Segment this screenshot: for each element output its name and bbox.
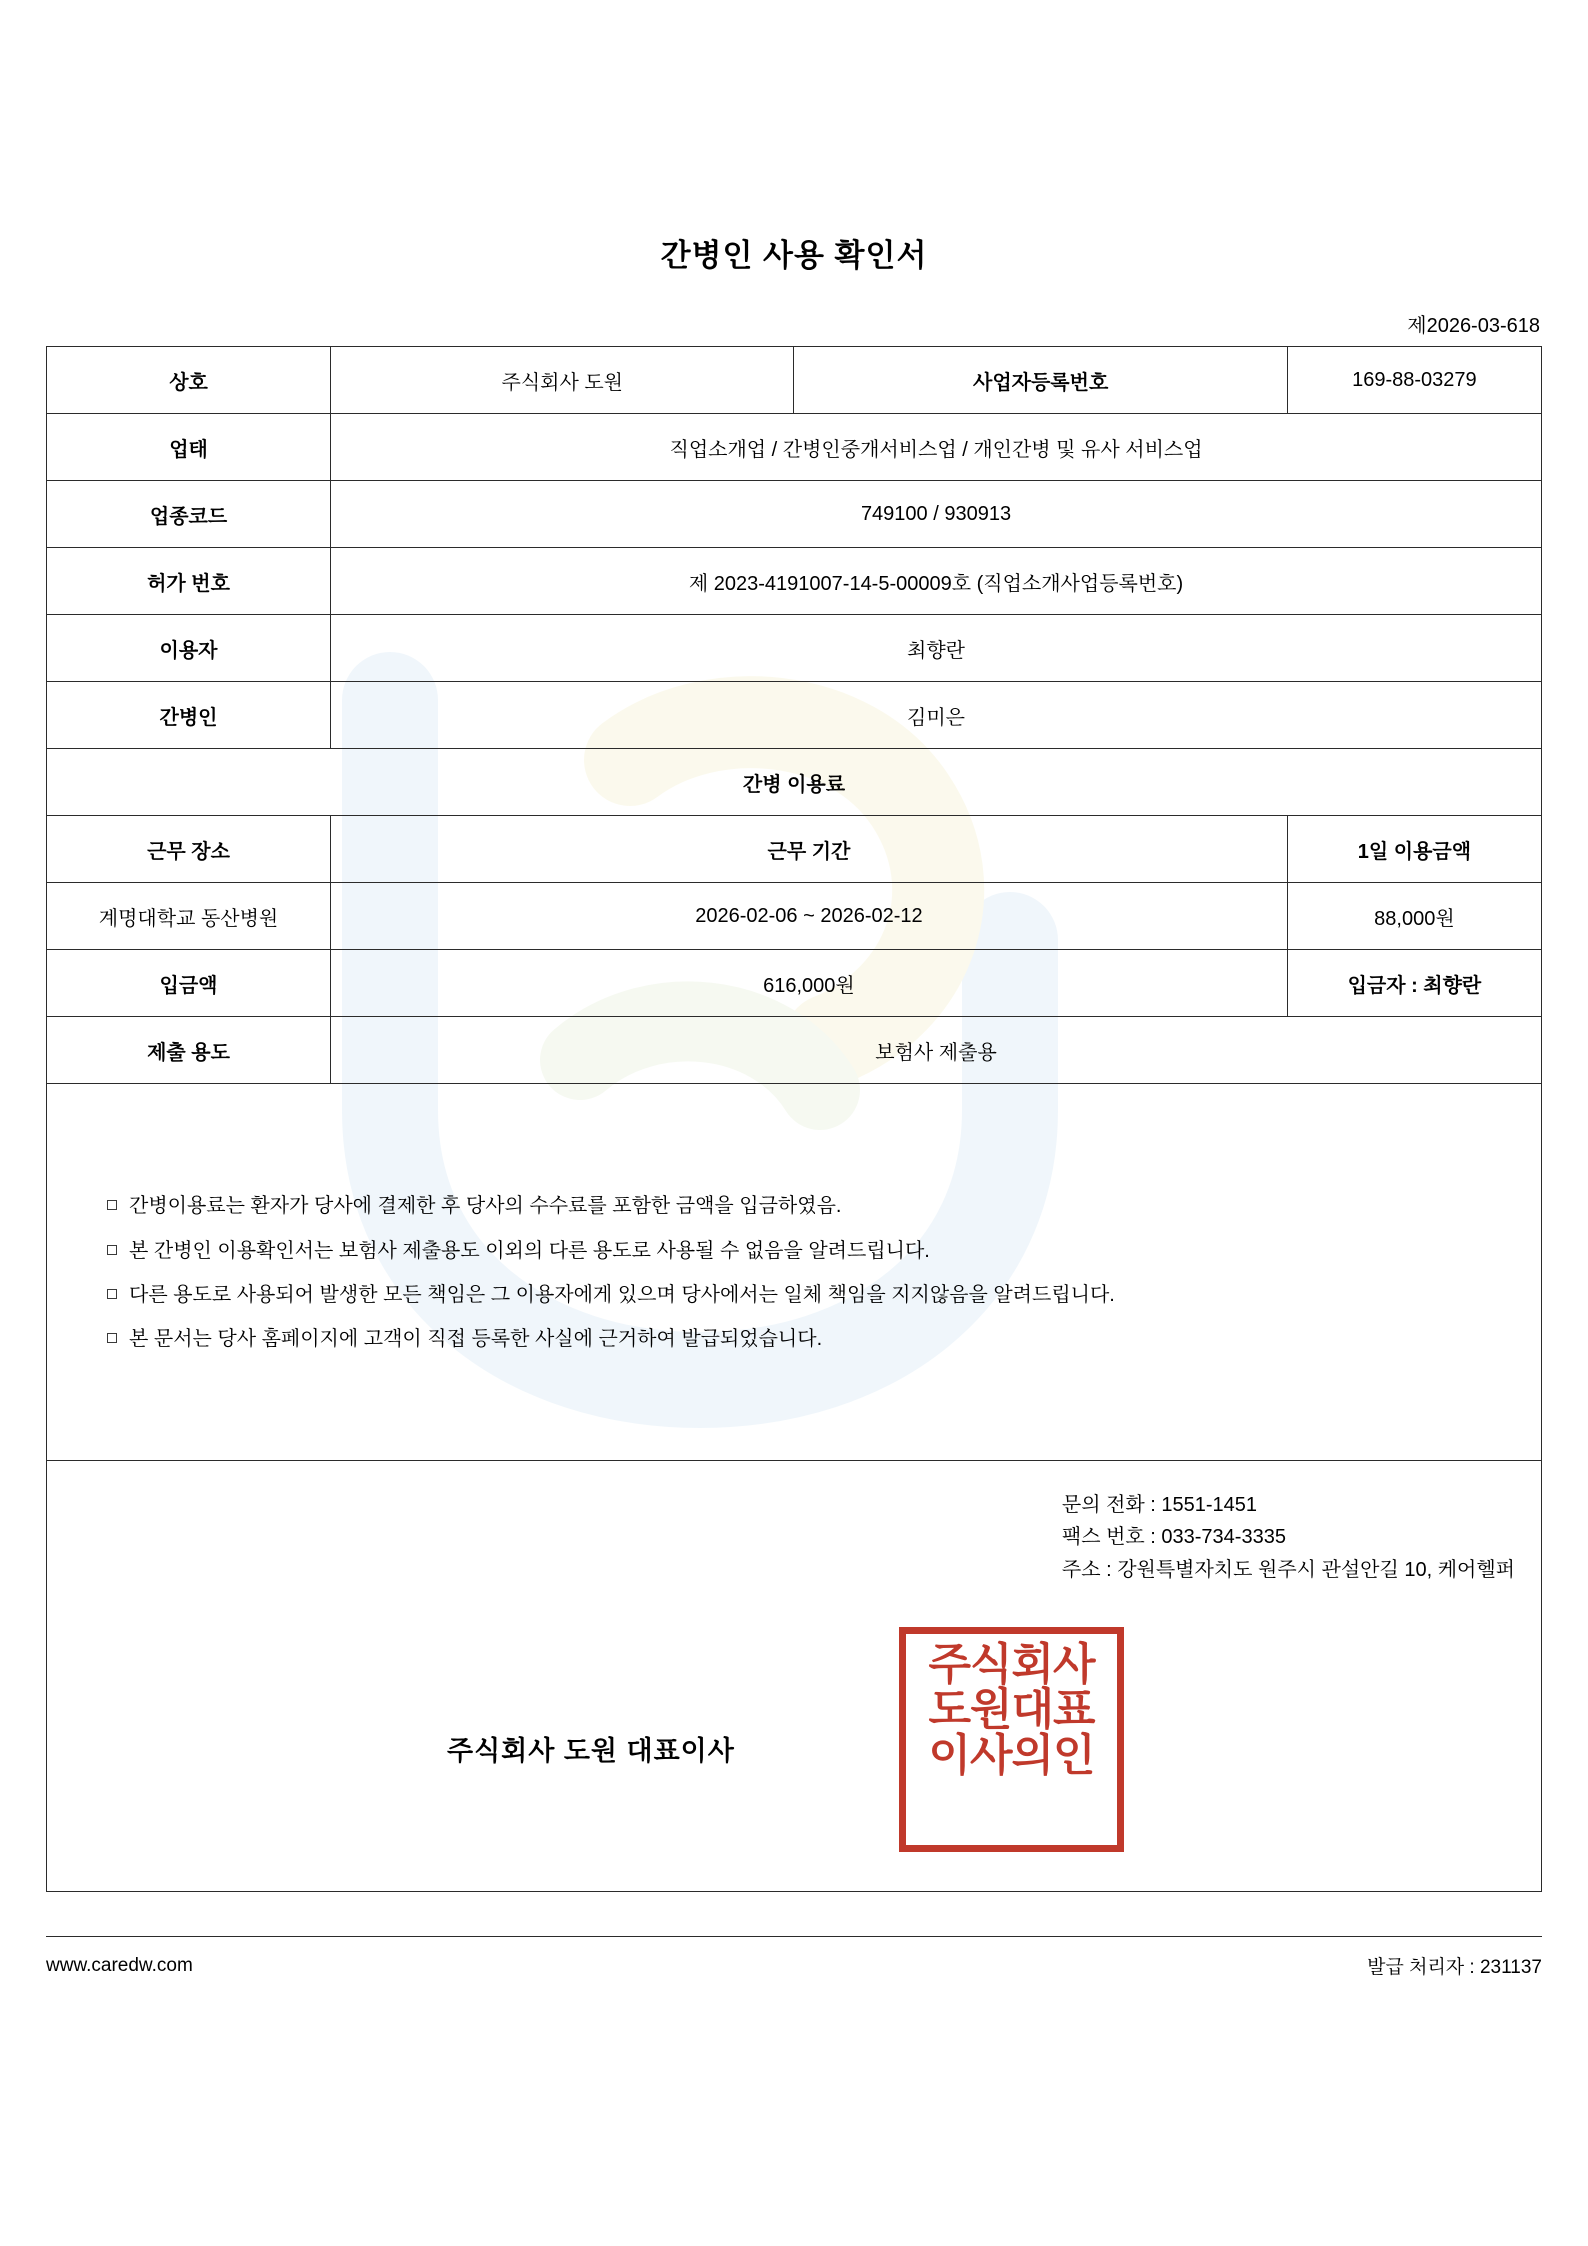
contact-address: 주소 : 강원특별자치도 원주시 관설안길 10, 케어헬퍼 — [1061, 1558, 1515, 1581]
daily-fee-label: 1일 이용금액 — [1287, 816, 1541, 883]
table-row — [47, 950, 1542, 1017]
table-row — [47, 1084, 1542, 1461]
workplace-label: 근무 장소 — [47, 816, 331, 883]
caregiver-value: 김미은 — [331, 682, 1542, 749]
table-row — [47, 1017, 1542, 1084]
footer-divider — [46, 1936, 1542, 1937]
industry-value: 직업소개업 / 간병인중개서비스업 / 개인간병 및 유사 서비스업 — [331, 414, 1542, 481]
seal-line-1: 주식회사 — [928, 1640, 1095, 1689]
license-label: 허가 번호 — [47, 548, 331, 615]
contact-fax: 팩스 번호 : 033-734-3335 — [1061, 1526, 1286, 1549]
table-row — [47, 481, 1542, 548]
table-row — [47, 682, 1542, 749]
industry-code-value: 749100 / 930913 — [331, 481, 1542, 548]
purpose-value: 보험사 제출용 — [331, 1017, 1542, 1084]
contact-info — [1062, 1489, 1515, 1586]
fee-section-title: 간병 이용료 — [47, 749, 1542, 816]
company-seal-stamp — [899, 1627, 1124, 1852]
list-item: 간병이용료는 환자가 당사에 결제한 후 당사의 수수료를 포함한 금액을 입금하였음. — [103, 1191, 1541, 1221]
depositor-value: 입금자 : 최향란 — [1287, 950, 1541, 1017]
user-label: 이용자 — [47, 615, 331, 682]
certificate-body — [46, 230, 1542, 1892]
workplace-value: 계명대학교 동산병원 — [47, 883, 331, 950]
period-label: 근무 기간 — [331, 816, 1288, 883]
business-number-value: 169-88-03279 — [1287, 347, 1541, 414]
page-footer — [46, 1952, 1542, 1979]
page-title: 간병인 사용 확인서 — [660, 238, 928, 273]
notes-section — [47, 1084, 1542, 1461]
list-item: 본 간병인 이용확인서는 보험사 제출용도 이외의 다른 용도로 사용될 수 없음을 알려드립니다. — [103, 1236, 1541, 1266]
table-row — [47, 548, 1542, 615]
user-value: 최향란 — [331, 615, 1542, 682]
license-value: 제 2023-4191007-14-5-00009호 (직업소개사업등록번호) — [331, 548, 1542, 615]
signature-line: 주식회사 도원 대표이사 — [447, 1736, 735, 1766]
period-value: 2026-02-06 ~ 2026-02-12 — [331, 883, 1288, 950]
table-row — [47, 749, 1542, 816]
daily-fee-value: 88,000원 — [1287, 883, 1541, 950]
industry-label: 업태 — [47, 414, 331, 481]
table-row — [47, 883, 1542, 950]
company-label: 상호 — [47, 347, 331, 414]
footer-website[interactable]: www.caredw.com — [46, 1954, 193, 1976]
industry-code-label: 업종코드 — [47, 481, 331, 548]
contact-phone: 문의 전화 : 1551-1451 — [1061, 1494, 1258, 1516]
seal-line-2: 도원대표 — [928, 1685, 1095, 1735]
notes-list — [47, 1191, 1541, 1355]
table-row — [47, 1461, 1542, 1892]
footer-issuer: 발급 처리자 : 231137 — [1367, 1957, 1542, 1978]
table-row — [47, 816, 1542, 883]
list-item: 다른 용도로 사용되어 발생한 모든 책임은 그 이용자에게 있으며 당사에서는 일체 책임을 지지않음을 알려드립니다. — [103, 1280, 1541, 1310]
purpose-label: 제출 용도 — [47, 1017, 331, 1084]
contact-and-signature-section — [47, 1461, 1542, 1892]
document-number: 제2026-03-618 — [1407, 315, 1540, 337]
seal-line-3: 이사의인 — [928, 1730, 1095, 1780]
company-value: 주식회사 도원 — [331, 347, 794, 414]
table-row — [47, 347, 1542, 414]
business-number-label: 사업자등록번호 — [794, 347, 1287, 414]
list-item: 본 문서는 당사 홈페이지에 고객이 직접 등록한 사실에 근거하여 발급되었습니다. — [103, 1324, 1541, 1354]
deposit-value: 616,000원 — [331, 950, 1288, 1017]
certificate-table — [46, 346, 1542, 1892]
table-row — [47, 414, 1542, 481]
caregiver-label: 간병인 — [47, 682, 331, 749]
deposit-label: 입금액 — [47, 950, 331, 1017]
table-row — [47, 615, 1542, 682]
